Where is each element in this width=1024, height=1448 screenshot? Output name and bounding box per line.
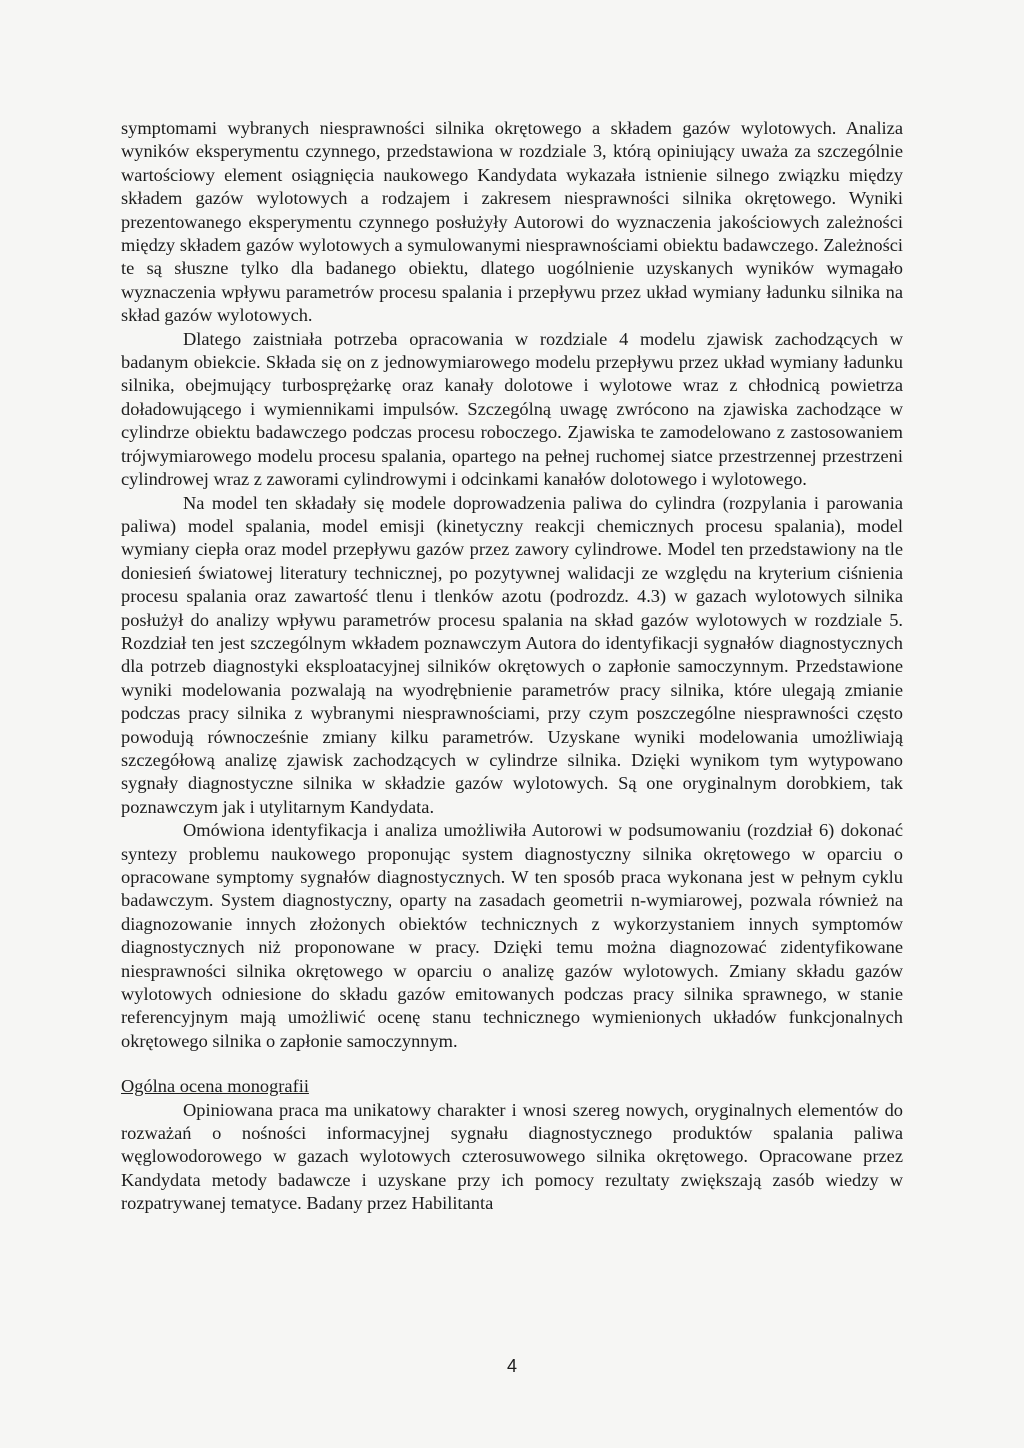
paragraph-model-components: Na model ten składały się modele doprowadzenia paliwa do cylindra (rozpylania i parowania paliwa) model spalania, model emisji (kinetyczny reakcji chemicznych procesu spalania), model wymiany ciepła oraz model przepływu gazów przez zawory cylindrowe. Model ten przedstawiony na tle doniesień światowej literatury technicznej, po pozytywnej walidacji ze względu na kryterium ciśnienia procesu spalania oraz zawartość tlenu i tlenków azotu (podrozdz. 4.3) w gazach wylotowych silnika posłużył do analizy wpływu parametrów procesu spalania na skład gazów wylotowych w rozdziale 5. Rozdział ten jest szczególnym wkładem poznawczym Autora do identyfikacji sygnałów diagnostycznych dla potrzeb diagnostyki eksploatacyjnej silników okrętowych o zapłonie samoczynnym. Przedstawione wyniki modelowania pozwalają na wyodrębnienie parametrów pracy silnika, które ulegają zmianie podczas pracy silnika z wybranymi niesprawnościami, przy czym poszczególne niesprawności często powodują równocześnie zmiany kilku parametrów. Uzyskane wyniki modelowania umożliwiają szczegółową analizę zjawisk zachodzących w cylindrze silnika. Dzięki wynikom tym wytypowano sygnały diagnostyczne silnika w składzie gazów wylotowych. Są one oryginalnym dorobkiem, tak poznawczym jak i utylitarnym Kandydata. xyxy=(121,492,903,817)
paragraph-summary: Omówiona identyfikacja i analiza umożliwiła Autorowi w podsumowaniu (rozdział 6) dokonać syntezy problemu naukowego proponując system diagnostyczny silnika okrętowego w oparciu o opracowane symptomy sygnałów diagnostycznych. W ten sposób praca wykonana jest w pełnym cyklu badawczym. System diagnostyczny, oparty na zasadach geometrii n-wymiarowej, pozwala również na diagnozowanie innych złożonych obiektów technicznych z wykorzystaniem innych symptomów diagnostycznych niż proponowane w pracy. Dzięki temu można diagnozować zidentyfikowane niesprawności silnika okrętowego w oparciu o analizę gazów wylotowych. Zmiany składu gazów wylotowych odniesione do składu gazów emitowanych podczas pracy silnika sprawnego, w stanie referencyjnym mają umożliwić ocenę stanu technicznego wymienionych układów funkcjonalnych okrętowego silnika o zapłonie samoczynnym. xyxy=(121,820,903,1051)
page-number: 4 xyxy=(506,1356,517,1376)
paragraph-overall-assessment: Opiniowana praca ma unikatowy charakter i wnosi szereg nowych, oryginalnych elementów do rozważań o nośności informacyjnej sygnału diagnostycznego produktów spalania paliwa węglowodorowego w gazach wylotowych czterosuwowego silnika okrętowego. Opracowane przez Kandydata metody badawcze i uzyskane przy ich pomocy rezultaty zwiększają zasób wiedzy w rozpatrywanej tematyce. Badany przez Habilitanta xyxy=(121,1099,903,1214)
section-heading: Ogólna ocena monografii xyxy=(121,1076,309,1097)
page-body xyxy=(121,117,903,1216)
paragraph-model: Dlatego zaistniała potrzeba opracowania w rozdziale 4 modelu zjawisk zachodzących w badanym obiekcie. Składa się on z jednowymiarowego modelu przepływu przez układ wymiany ładunku silnika, obejmujący turbosprężarkę oraz kanały dolotowe i wylotowe wraz z chłodnicą powietrza doładowującego i wymiennikami impulsów. Szczególną uwagę zwrócono na zjawiska zachodzące w cylindrze obiektu badawczego podczas procesu roboczego. Zjawiska te zamodelowano z zastosowaniem trójwymiarowego modelu procesu spalania, opartego na pełnej ruchomej siatce przestrzennej przestrzeni cylindrowej wraz z zaworami cylindrowymi i odcinkami kanałów dolotowego i wylotowego. xyxy=(121,328,903,490)
paragraph-continuation: symptomami wybranych niesprawności silnika okrętowego a składem gazów wylotowych. Analiza wyników eksperymentu czynnego, przedstawiona w rozdziale 3, którą opiniujący uważa za szczególnie wartościowy element osiągnięcia naukowego Kandydata wykazała istnienie silnego związku między składem gazów wylotowych a rodzajem i zakresem niesprawności silnika okrętowego. Wyniki prezentowanego eksperymentu czynnego posłużyły Autorowi do wyznaczenia jakościowych zależności między składem gazów wylotowych a symulowanymi niesprawnościami obiektu badawczego. Zależności te są słuszne tylko dla badanego obiektu, dlatego uogólnienie uzyskanych wyników wymagało wyznaczenia wpływu parametrów procesu spalania i przepływu przez układ wymiany ładunku silnika na skład gazów wylotowych. xyxy=(121,118,903,326)
